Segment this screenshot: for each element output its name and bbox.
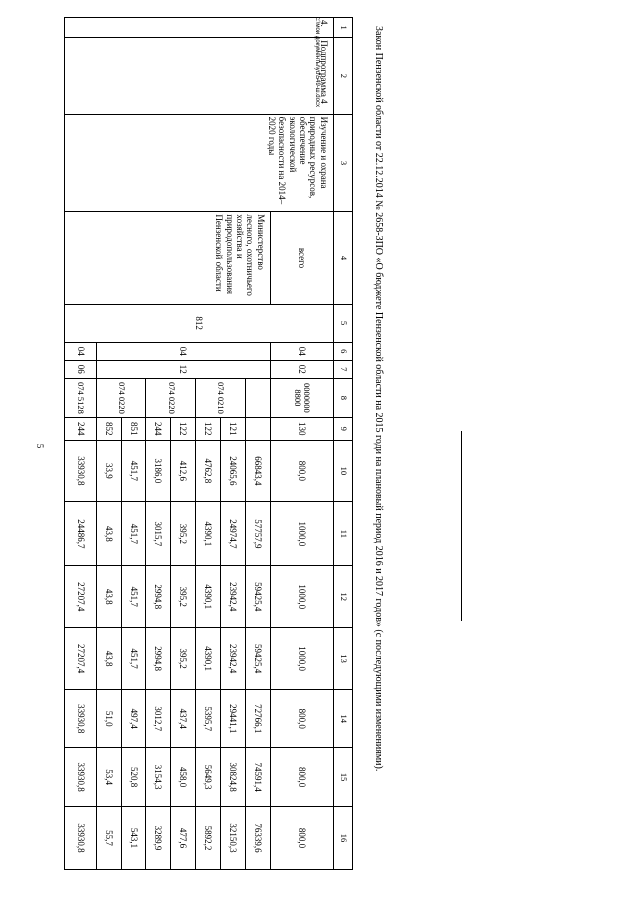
value-cell: 800,0 <box>270 806 333 869</box>
pr-cell: 02 <box>270 360 333 378</box>
value-cell: 4390,1 <box>196 566 221 628</box>
bottom-notes-region <box>306 17 596 870</box>
value-cell: 33930,8 <box>65 748 97 806</box>
value-cell: 800,0 <box>270 690 333 748</box>
vr-cell: 851 <box>121 418 146 440</box>
col-header: 5 <box>333 304 352 342</box>
col-header: 16 <box>333 806 352 869</box>
value-cell: 5892,2 <box>196 806 221 869</box>
value-cell: 53,4 <box>96 748 121 806</box>
row-number: 4. <box>65 18 334 38</box>
value-cell: 33930,8 <box>65 806 97 869</box>
value-cell: 3012,7 <box>146 690 171 748</box>
value-cell: 43,8 <box>96 502 121 566</box>
col-header: 11 <box>333 502 352 566</box>
value-cell: 2994,8 <box>146 628 171 690</box>
csr-cell: 0000000 8800 <box>270 378 333 417</box>
footnote-separator <box>461 431 462 621</box>
value-cell: 66843,4 <box>245 440 270 502</box>
value-cell: 4390,1 <box>196 628 221 690</box>
value-cell: 74591,4 <box>245 748 270 806</box>
value-cell: 33,9 <box>96 440 121 502</box>
vr-cell: 121 <box>220 418 245 440</box>
value-cell: 395,2 <box>171 502 196 566</box>
value-cell: 3154,3 <box>146 748 171 806</box>
value-cell: 30824,8 <box>220 748 245 806</box>
vr-cell: 130 <box>270 418 333 440</box>
value-cell: 24486,7 <box>65 502 97 566</box>
value-cell: 458,0 <box>171 748 196 806</box>
value-cell: 451,7 <box>121 502 146 566</box>
csr-cell: 074 0220 <box>96 378 146 417</box>
value-cell: 27207,4 <box>65 628 97 690</box>
value-cell: 57757,9 <box>245 502 270 566</box>
page-number: 5 <box>35 443 45 449</box>
value-cell: 32150,3 <box>220 806 245 869</box>
value-cell: 27207,4 <box>65 566 97 628</box>
responsible-total: всего <box>270 212 333 304</box>
pr-cell: 12 <box>96 360 270 378</box>
value-cell: 437,4 <box>171 690 196 748</box>
value-cell: 33930,8 <box>65 690 97 748</box>
value-cell: 55,7 <box>96 806 121 869</box>
value-cell: 29441,1 <box>220 690 245 748</box>
footnote-text: Закон Пензенской области от 22.12.2014 № 2658-ЗПО «О бюджете Пензенской области на 2015 годи на плановый период 2016 и 2017 годов» (с последующими изменениями). <box>373 26 384 772</box>
value-cell: 5649,3 <box>196 748 221 806</box>
value-cell: 43,8 <box>96 628 121 690</box>
col-header: 14 <box>333 690 352 748</box>
value-cell: 1000,0 <box>270 566 333 628</box>
col-header: 3 <box>333 114 352 212</box>
value-cell: 451,7 <box>121 566 146 628</box>
col-header: 13 <box>333 628 352 690</box>
value-cell: 23942,4 <box>220 566 245 628</box>
col-header: 10 <box>333 440 352 502</box>
vr-cell: 852 <box>96 418 121 440</box>
col-header: 7 <box>333 360 352 378</box>
value-cell: 4390,1 <box>196 502 221 566</box>
col-header: 9 <box>333 418 352 440</box>
value-cell: 395,2 <box>171 628 196 690</box>
value-cell: 5395,7 <box>196 690 221 748</box>
col-header: 1 <box>333 18 352 38</box>
value-cell: 72766,1 <box>245 690 270 748</box>
value-cell: 451,7 <box>121 628 146 690</box>
vr-cell <box>245 418 270 440</box>
col-header: 2 <box>333 38 352 114</box>
value-cell: 24974,7 <box>220 502 245 566</box>
value-cell: 451,7 <box>121 440 146 502</box>
value-cell: 23942,4 <box>220 628 245 690</box>
vr-cell: 122 <box>196 418 221 440</box>
value-cell: 497,4 <box>121 690 146 748</box>
csr-cell: 074 0220 <box>146 378 196 417</box>
vr-cell: 122 <box>171 418 196 440</box>
value-cell: 3015,7 <box>146 502 171 566</box>
rz-cell: 04 <box>96 342 270 360</box>
value-cell: 76339,6 <box>245 806 270 869</box>
col-header: 15 <box>333 748 352 806</box>
col-header: 6 <box>333 342 352 360</box>
value-cell: 477,6 <box>171 806 196 869</box>
value-cell: 800,0 <box>270 748 333 806</box>
rz-cell: 04 <box>65 342 97 360</box>
value-cell: 2994,8 <box>146 566 171 628</box>
csr-cell <box>245 378 270 417</box>
value-cell: 59425,4 <box>245 566 270 628</box>
value-cell: 24065,6 <box>220 440 245 502</box>
value-cell: 33930,8 <box>65 440 97 502</box>
file-path: c:\мои документы\yd\549-ш.docx <box>314 17 320 107</box>
col-header: 8 <box>333 378 352 417</box>
value-cell: 395,2 <box>171 566 196 628</box>
col-header: 12 <box>333 566 352 628</box>
pr-cell: 06 <box>65 360 97 378</box>
program-type: Подпрограмма 4 <box>65 38 334 114</box>
grbs-code: 812 <box>65 304 334 342</box>
value-cell: 520,8 <box>121 748 146 806</box>
responsible-ministry: Министерство лесного, охотничьего хозяйства и природопользования Пензенской области <box>65 212 271 304</box>
program-name: Изучение и охрана природных ресурсов, обеспечение экологической безопасности на 2014–2020 годы <box>65 114 334 212</box>
rz-cell: 04 <box>270 342 333 360</box>
col-header: 4 <box>333 212 352 304</box>
value-cell: 800,0 <box>270 440 333 502</box>
value-cell: 4762,8 <box>196 440 221 502</box>
value-cell: 3289,9 <box>146 806 171 869</box>
value-cell: 51,0 <box>96 690 121 748</box>
csr-cell: 074 0210 <box>196 378 246 417</box>
value-cell: 543,1 <box>121 806 146 869</box>
csr-cell: 074 5128 <box>65 378 97 417</box>
value-cell: 59425,4 <box>245 628 270 690</box>
value-cell: 3186,0 <box>146 440 171 502</box>
value-cell: 412,6 <box>171 440 196 502</box>
value-cell: 1000,0 <box>270 628 333 690</box>
vr-cell: 244 <box>65 418 97 440</box>
vr-cell: 244 <box>146 418 171 440</box>
value-cell: 43,8 <box>96 566 121 628</box>
value-cell: 1000,0 <box>270 502 333 566</box>
